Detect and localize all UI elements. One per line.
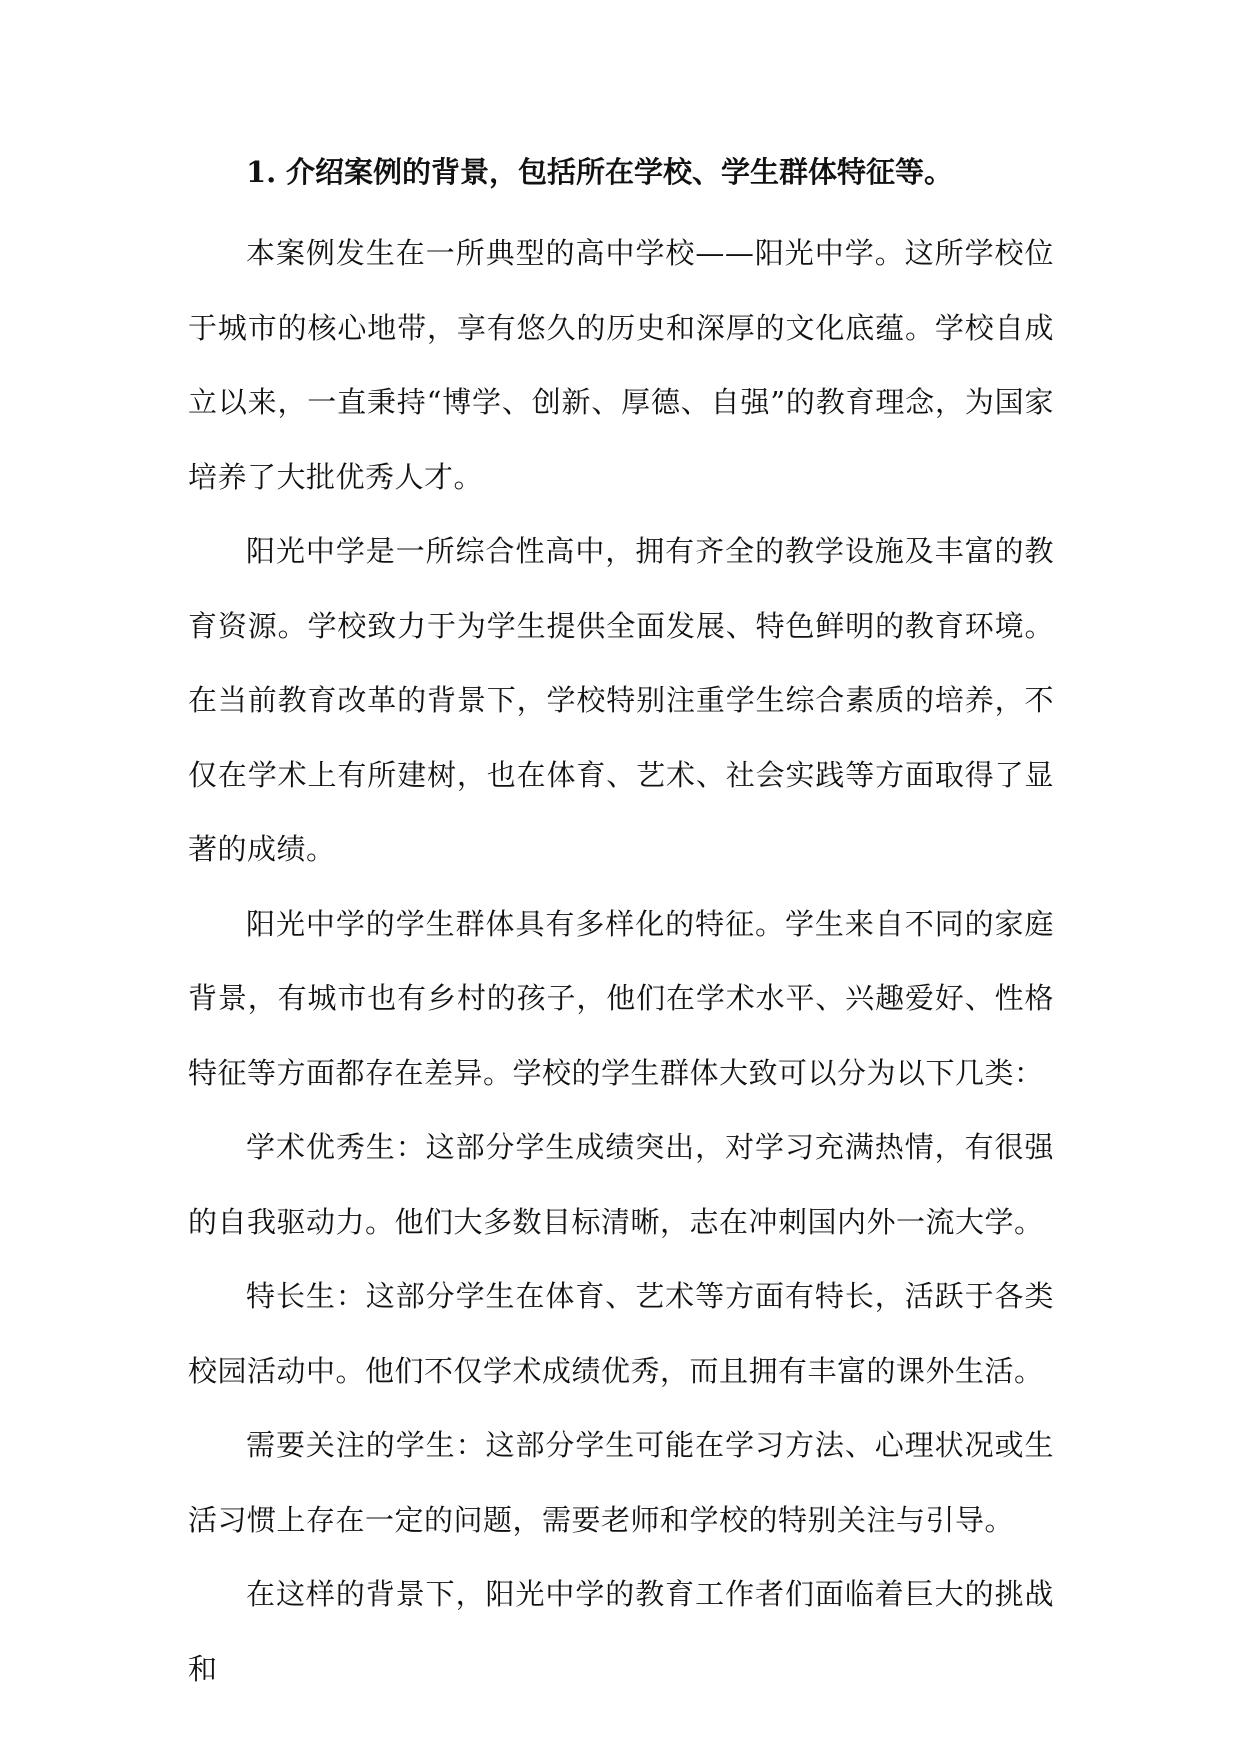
paragraph-school-resources: 阳光中学是一所综合性高中，拥有齐全的教学设施及丰富的教育资源。学校致力于为学生提供全面发展、特色鲜明的教育环境。在当前教育改革的背景下，学校特别注重学生综合素质的培养，不仅在学术上有所建树，也在体育、艺术、社会实践等方面取得了显著的成绩。	[188, 534, 1054, 866]
paragraph-academic-students: 学术优秀生：这部分学生成绩突出，对学习充满热情，有很强的自我驱动力。他们大多数目标清晰，志在冲刺国内外一流大学。	[188, 1130, 1054, 1239]
section-heading	[246, 142, 1054, 216]
section-title: 介绍案例的背景，包括所在学校、学生群体特征等。	[286, 155, 954, 189]
document-body	[188, 142, 1054, 1706]
paragraph-talented-students: 特长生：这部分学生在体育、艺术等方面有特长，活跃于各类校园活动中。他们不仅学术成绩优秀，而且拥有丰富的课外生活。	[188, 1279, 1054, 1388]
paragraph-challenges: 在这样的背景下，阳光中学的教育工作者们面临着巨大的挑战和	[188, 1577, 1054, 1686]
paragraph-school-intro: 本案例发生在一所典型的高中学校——阳光中学。这所学校位于城市的核心地带，享有悠久的历史和深厚的文化底蕴。学校自成立以来，一直秉持“博学、创新、厚德、自强”的教育理念，为国家培养了大批优秀人才。	[188, 236, 1054, 494]
paragraph-attention-students: 需要关注的学生：这部分学生可能在学习方法、心理状况或生活习惯上存在一定的问题，需要老师和学校的特别关注与引导。	[188, 1428, 1054, 1537]
paragraph-student-diversity: 阳光中学的学生群体具有多样化的特征。学生来自不同的家庭背景，有城市也有乡村的孩子，他们在学术水平、兴趣爱好、性格特征等方面都存在差异。学校的学生群体大致可以分为以下几类：	[188, 906, 1054, 1090]
section-number: 1.	[246, 155, 277, 189]
